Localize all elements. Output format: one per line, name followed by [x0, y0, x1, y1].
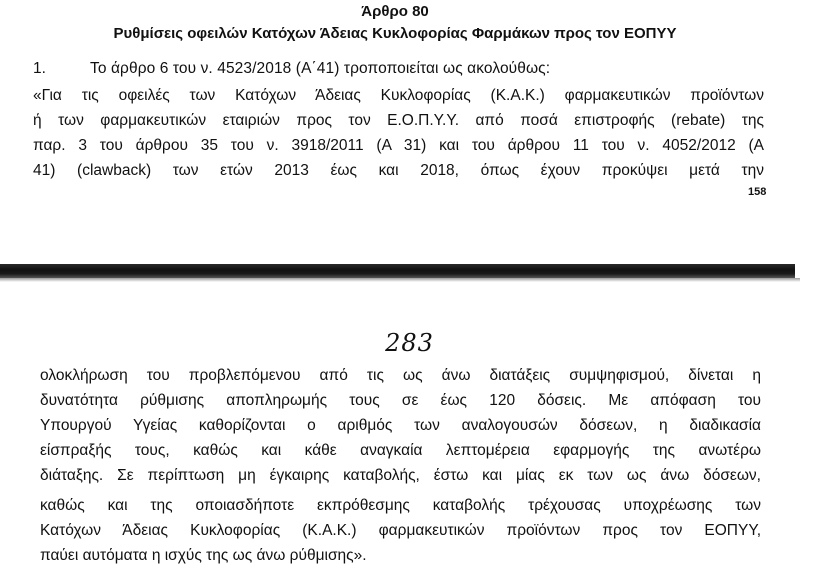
bottom-text-line: Υπουργού Υγείας καθορίζονται ο αριθμός των αναλογουσών δόσεων, η διαδικασία [40, 417, 761, 434]
bottom-text-line: παύει αυτόματα η ισχύς της ως άνω ρύθμισης». [40, 547, 367, 564]
bottom-text-line: Κατόχων Άδειας Κυκλοφορίας (Κ.Α.Κ.) φαρμακευτικών προϊόντων προς τον ΕΟΠΥΥ, [40, 522, 761, 539]
top-text-line: ή των φαρμακευτικών εταιριών προς τον Ε.Ο.Π.Υ.Υ. από ποσά επιστροφής (rebate) της [33, 112, 764, 129]
article-title: Άρθρο 80 [361, 3, 429, 20]
top-text-line: παρ. 3 του άρθρου 35 του ν. 3918/2011 (Α 31) και του άρθρου 11 του ν. 4052/2012 (Α [33, 137, 764, 154]
article-subtitle: Ρυθμίσεις οφειλών Κατόχων Άδειας Κυκλοφορίας Φαρμάκων προς τον ΕΟΠΥΥ [113, 25, 677, 42]
bottom-text-line: δυνατότητα ρύθμισης αποπληρωμής τους σε έως 120 δόσεις. Με απόφαση του [40, 392, 761, 409]
bottom-text-line: είσπραξής τους, καθώς και κάθε αναγκαία λεπτομέρεια εφαρμογής της ανωτέρω [40, 442, 761, 459]
item-number: 1. [33, 60, 46, 77]
top-text-line: «Για τις οφειλές των Κατόχων Άδειας Κυκλοφορίας (Κ.Α.Κ.) φαρμακευτικών προϊόντων [33, 87, 764, 104]
top-page-fragment [0, 0, 819, 262]
handwritten-page-number: 283 [385, 329, 434, 357]
bottom-text-line: ολοκλήρωση του προβλεπόμενου από τις ως άνω διατάξεις συμψηφισμού, δίνεται η [40, 367, 761, 384]
page-break-divider [0, 264, 795, 278]
bottom-text-line: καθώς και της οποιασδήποτε εκπρόθεσμης καταβολής τρέχουσας υποχρέωσης των [40, 497, 761, 514]
top-text-line: 41) (clawback) των ετών 2013 έως και 2018, όπως έχουν προκύψει μετά την [33, 162, 764, 179]
intro-line: Το άρθρο 6 του ν. 4523/2018 (Α΄41) τροποποιείται ως ακολούθως: [90, 60, 551, 77]
page-break-shadow [0, 278, 800, 282]
page-number: 158 [748, 186, 767, 198]
bottom-text-line: διάταξης. Σε περίπτωση μη έγκαιρης καταβολής, έστω και μίας εκ των ως άνω δόσεων, [40, 467, 761, 484]
